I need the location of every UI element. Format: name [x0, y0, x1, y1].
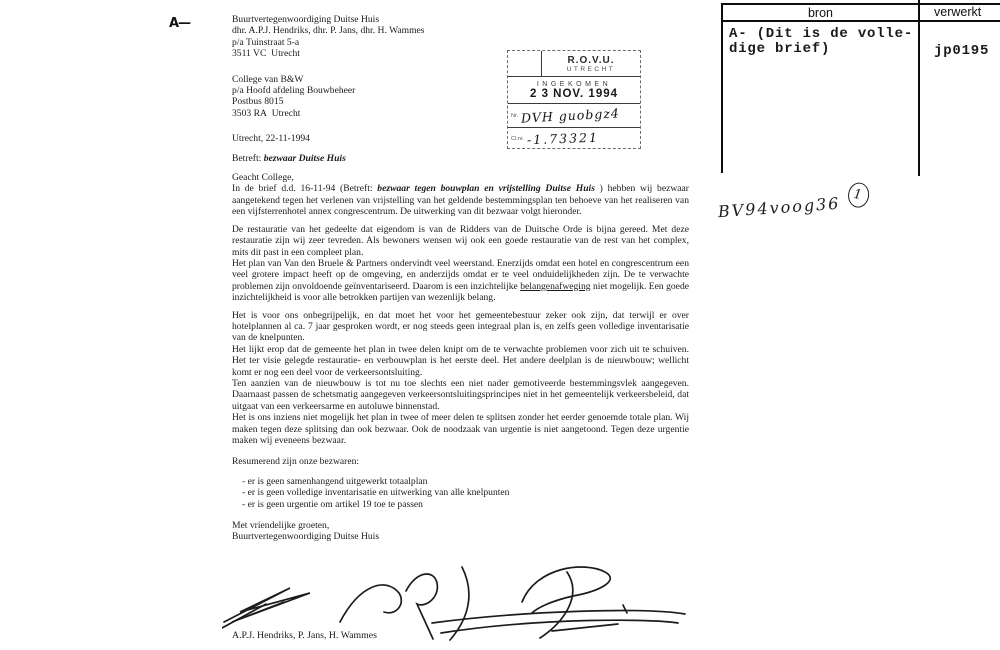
- bron-cell-line: dige brief): [729, 41, 831, 57]
- stamp-status: INGEKOMEN: [536, 80, 612, 88]
- paragraph-splitsing: Het is ons inziens niet mogelijk het plan in twee of meer delen te splitsen zonder het eerder genoemde totale plan. Wij maken tegen deze splitsing dan ook bezwaar. Ook de noodzaak van urgentie is niet aangetoond. Tegen deze urgentie maken wij eveneens bezwaar.: [232, 412, 689, 446]
- stamp-city: UTRECHT: [566, 65, 616, 73]
- bron-cell: [723, 22, 918, 59]
- circled-number: 1: [846, 181, 870, 209]
- stamp-ref-label: Nr.: [511, 112, 519, 119]
- objection-item: - er is geen samenhangend uitgewerkt totaalplan: [242, 475, 428, 487]
- closing-line: Buurtvertegenwoordiging Duitse Huis: [232, 531, 380, 543]
- summary-intro: Resumerend zijn onze bezwaren:: [232, 456, 360, 468]
- objection-list: [232, 476, 689, 510]
- sender-line: Buurtvertegenwoordiging Duitse Huis: [232, 14, 380, 25]
- signature-stroke: [340, 585, 401, 622]
- signature-stroke: [522, 567, 610, 613]
- stamp-classnr-row: [508, 128, 640, 149]
- stamp-org-cell: [542, 51, 640, 76]
- sender-line: dhr. A.P.J. Hendriks, dhr. P. Jans, dhr. H. Wammes: [232, 25, 425, 37]
- stamp-ref-handwritten: DVH guobgz4: [520, 105, 621, 126]
- subject-value: bezwaar Duitse Huis: [263, 152, 346, 164]
- stamp-header-row: [508, 51, 640, 77]
- routing-table-row: [723, 22, 1000, 59]
- corner-annotation-mark: A—: [169, 16, 191, 31]
- bron-cell-line: A- (Dit is de volle-: [729, 26, 914, 42]
- routing-table-header: [723, 5, 1000, 22]
- paragraph-knelpunten: [232, 310, 689, 413]
- stamp-ref-row: [508, 104, 640, 128]
- paragraph-intro-emphasis: bezwaar tegen bouwplan en vrijstelling Duitse Huis: [377, 183, 595, 195]
- sender-line: 3511 VC Utrecht: [232, 48, 300, 60]
- column-header-verwerkt: verwerkt: [934, 5, 982, 19]
- signature-stroke: [552, 624, 618, 631]
- signatories-names: A.P.J. Hendriks, P. Jans, H. Wammes: [232, 630, 377, 641]
- dateline: Utrecht, 22-11-1994: [232, 133, 310, 145]
- paragraph-text: Het is voor ons onbegrijpelijk, en dat moet het voor het gemeentebestuur zeker ook zijn, dat terwijl er over hotelplannen al ca. 7 jaar gesproken wordt, er nog steeds geen integraal plan is, en zelfs geen volledige inventarisatie van de knelpunten.: [232, 309, 689, 344]
- objection-item: - er is geen volledige inventarisatie en uitwerking van alle knelpunten: [242, 487, 510, 499]
- routing-table-column-divider: [918, 0, 920, 176]
- subject-line: [232, 153, 689, 164]
- closing-block: [232, 520, 689, 543]
- paragraph-text: [232, 258, 689, 304]
- subject-label: Betreft:: [232, 152, 264, 164]
- paragraph-restauratie: [232, 224, 689, 304]
- paragraph-text: De restauratie van het gedeelte dat eigendom is van de Ridders van de Duitsche Orde is bijna gereed. Met deze restauratie zijn wij zeer tevreden. Als bewoners wensen wij ook een goede restauratie van de rest van het complex, mits dit past in een compleet plan.: [232, 223, 689, 258]
- paragraph-text: Ten aanzien van de nieuwbouw is tot nu toe slechts een niet nader gemotiveerde bestemmingsvlek aangegeven. Daarnaast passen de schetsmatig aangegeven verkeersontsluitingsprincipes niet in het gemeentelijk verkeersbeleid, dat uitgaat van een verkeersarme en autoluwe binnenstad.: [232, 377, 689, 412]
- paragraph-intro: [232, 183, 689, 217]
- recipient-line: p/a Hoofd afdeling Bouwbeheer: [232, 85, 356, 97]
- signature-stroke: [224, 588, 310, 622]
- stamp-date: 2 3 NOV. 1994: [529, 87, 619, 100]
- received-stamp: [507, 50, 641, 149]
- stamp-classnr-label: Cl.nr.: [511, 135, 524, 142]
- signature-stroke: [222, 604, 266, 628]
- column-header-bron: bron: [807, 6, 834, 20]
- stamp-empty-cell: [508, 51, 542, 76]
- recipient-line: Postbus 8015: [232, 96, 284, 108]
- sender-line: p/a Tuinstraat 5-a: [232, 36, 300, 48]
- paragraph-intro-text: In de brief d.d. 16-11-94 (Betreft:: [232, 183, 378, 195]
- recipient-line: 3503 RA Utrecht: [232, 107, 301, 119]
- verwerkt-cell: jp0195: [934, 43, 990, 59]
- paragraph-text: Het lijkt erop dat de gemeente het plan in twee delen knipt om de te verwachte problemen voor zich uit te schuiven. Het ter visie gelegde restauratie- en verbouwplan is het eerste deel. Het andere deelplan is de nieuwbouw; wellicht komt er nog een deel voor de verkeersontsluiting.: [232, 343, 689, 378]
- paragraph-text: Het plan van Van den Bruele & Partners ondervindt veel weerstand. Enerzijds omdat een hotel en congrescentrum een veel grotere impact heeft op de omgeving, en anderzijds omdat er te veel onduidelijkheden zijn. De te verwachte problemen zijn onvoldoende geïnventariseerd. Daarom is een inzichtelijke: [232, 257, 689, 292]
- signature-stroke: [441, 620, 678, 633]
- underlined-term: belangenafweging: [520, 280, 591, 292]
- stamp-date-row: [508, 77, 640, 104]
- objection-item: - er is geen urgentie om artikel 19 toe te passen: [242, 498, 423, 510]
- paragraph-intro-text: ) hebben wij bezwaar aangetekend tegen het verlenen van vrijstelling van het geldende bestemmingsplan ten behoeve van het realiseren van een vijfsterrenhotel annex congrescentrum. De uitwerking van dit bezwaar volgt hieronder.: [232, 183, 689, 218]
- handwritten-file-code: [717, 186, 868, 226]
- recipient-line: College van B&W: [232, 73, 304, 85]
- signature-stroke: [406, 574, 437, 639]
- stamp-org: R.O.V.U.: [567, 54, 615, 66]
- salutation: Geacht College,: [232, 172, 294, 184]
- file-code-text: BV94voog36: [717, 193, 841, 222]
- paragraph-text: niet mogelijk. Een goede inzichtelijkheid is voor alle betrokken partijen van wezenlijk belang.: [232, 280, 689, 304]
- signature-stroke: [623, 605, 627, 613]
- routing-table: [721, 3, 1000, 173]
- closing-line: Met vriendelijke groeten,: [232, 520, 330, 532]
- stamp-classnr-handwritten: -1.73321: [526, 129, 600, 148]
